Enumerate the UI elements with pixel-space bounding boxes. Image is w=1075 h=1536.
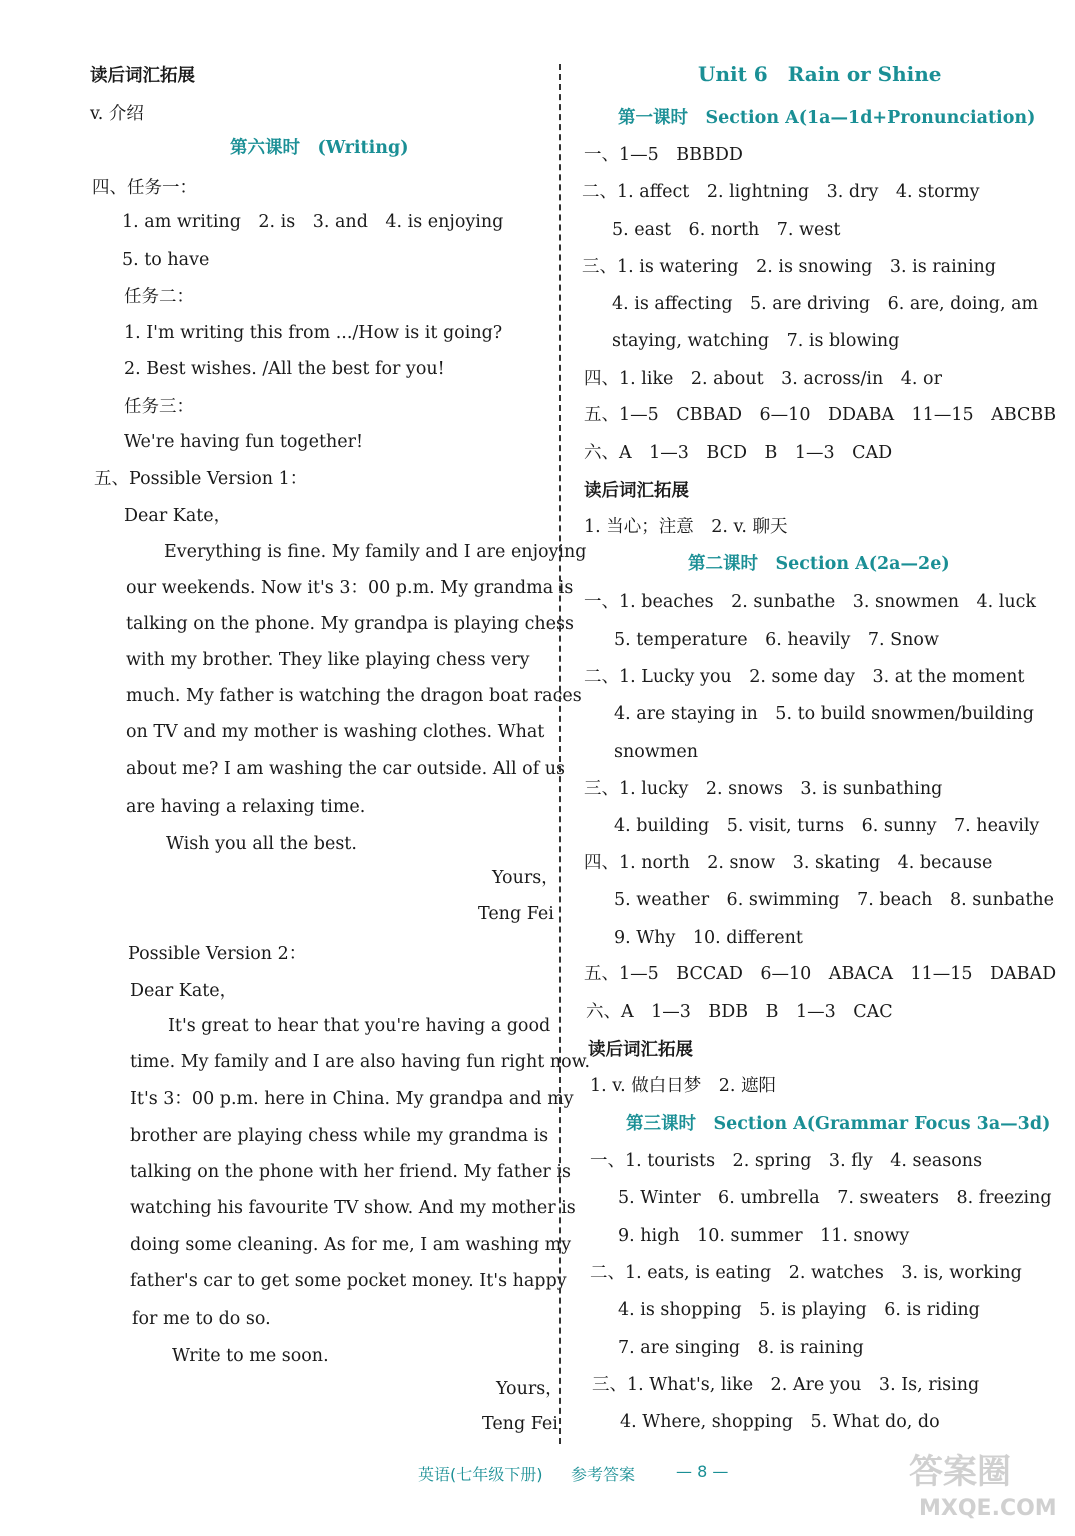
watermark-logo xyxy=(901,1443,1061,1528)
vocab-heading: 读后词汇拓展 xyxy=(588,1040,693,1060)
answer-line: 4. is shopping 5. is playing 6. is riding xyxy=(618,1300,980,1320)
v2-line: watching his favourite TV show. And my mother is xyxy=(130,1198,576,1218)
answer-line: 一、1. beaches 2. sunbathe 3. snowmen 4. luck xyxy=(584,592,1037,612)
vocab-line: 1. 当心；注意 2. v. 聊天 xyxy=(584,517,788,537)
v1-line: our weekends. Now it's 3：00 p.m. My grandma is xyxy=(126,578,574,598)
v1-line: much. My father is watching the dragon boat races xyxy=(126,686,582,706)
answer-line: 4. Where, shopping 5. What do, do xyxy=(620,1412,940,1432)
svg-text:答案圈: 答案圈 xyxy=(909,1452,1011,1492)
vocab-line: 1. v. 做白日梦 2. 遮阳 xyxy=(590,1076,776,1096)
lesson1-title: 第一课时 Section A(1a—1d+Pronunciation) xyxy=(618,108,1036,128)
v1-line: about me? I am washing the car outside. All of us xyxy=(126,759,566,779)
v2-line: doing some cleaning. As for me, I am washing my xyxy=(130,1235,572,1255)
v1-line: with my brother. They like playing chess very xyxy=(126,650,530,670)
answer-line: 三、1. lucky 2. snows 3. is sunbathing xyxy=(584,779,943,799)
answer-line: 二、1. eats, is eating 2. watches 3. is, working xyxy=(590,1263,1022,1283)
lesson3-title: 第三课时 Section A(Grammar Focus 3a—3d) xyxy=(626,1114,1051,1134)
v1-salutation: Dear Kate， xyxy=(124,506,232,526)
answer-line: 五、1—5 BCCAD 6—10 ABACA 11—15 DABAD xyxy=(584,964,1057,984)
v1-line: Everything is fine. My family and I are enjoying xyxy=(164,542,587,562)
answer-line: 4. is affecting 5. are driving 6. are, doing, am xyxy=(612,294,1039,314)
task2-label: 任务二： xyxy=(124,287,194,307)
svg-text:MXQE.COM: MXQE.COM xyxy=(919,1496,1057,1521)
answer-line: 五、1—5 CBBAD 6—10 DDABA 11—15 ABCBB xyxy=(584,405,1057,425)
answer-line: 9. Why 10. different xyxy=(614,928,803,948)
answer-line: 7. are singing 8. is raining xyxy=(618,1338,864,1358)
v2-closing: Write to me soon. xyxy=(172,1346,329,1366)
answer-line: 四、1. like 2. about 3. across/in 4. or xyxy=(584,369,942,389)
v2-line: father's car to get some pocket money. It's happy xyxy=(130,1271,567,1291)
answer-line: 5. temperature 6. heavily 7. Snow xyxy=(614,630,939,650)
task3-label: 任务三： xyxy=(124,397,194,417)
v1-line: on TV and my mother is washing clothes. What xyxy=(126,722,545,742)
v1-closing: Wish you all the best. xyxy=(166,834,357,854)
answer-line: 三、1. What's, like 2. Are you 3. Is, rising xyxy=(592,1375,980,1395)
v1-yours: Yours， xyxy=(492,868,559,888)
answer-line: 六、A 1—3 BCD B 1—3 CAD xyxy=(584,443,893,463)
answer-line: 二、1. affect 2. lightning 3. dry 4. stormy xyxy=(582,182,980,202)
v2-line: It's 3：00 p.m. here in China. My grandpa and my xyxy=(130,1089,574,1109)
vocab-heading: 读后词汇拓展 xyxy=(90,66,195,86)
answer-line: 四、1. north 2. snow 3. skating 4. because xyxy=(584,853,993,873)
answer-line: 4. building 5. visit, turns 6. sunny 7. heavily xyxy=(614,816,1040,836)
v2-line: talking on the phone with her friend. My father is xyxy=(130,1162,571,1182)
answer-line: snowmen xyxy=(614,742,698,762)
task2-line1: 1. I'm writing this from .../How is it going? xyxy=(124,323,503,343)
v1-line: are having a relaxing time. xyxy=(126,797,366,817)
vocab-line: v. 介绍 xyxy=(90,104,144,124)
v2-yours: Yours， xyxy=(496,1379,563,1399)
task1-line1: 1. am writing 2. is 3. and 4. is enjoying xyxy=(122,212,504,232)
task3-line1: We're having fun together! xyxy=(124,432,364,452)
answer-line: 5. east 6. north 7. west xyxy=(612,220,841,240)
answer-line: 一、1—5 BBBDD xyxy=(584,145,743,165)
answer-line: staying, watching 7. is blowing xyxy=(612,331,900,351)
v2-name: Teng Fei xyxy=(482,1414,558,1434)
task2-line2: 2. Best wishes. /All the best for you! xyxy=(124,359,445,379)
answer-line: 三、1. is watering 2. is snowing 3. is raining xyxy=(582,257,997,277)
footer-label: 参考答案 xyxy=(571,1465,636,1484)
lesson6-title: 第六课时 (Writing) xyxy=(230,138,409,158)
part5-label: 五、Possible Version 1： xyxy=(94,469,308,489)
part4-label: 四、任务一： xyxy=(92,178,197,198)
answer-line: 4. are staying in 5. to build snowmen/building xyxy=(614,704,1034,724)
answer-line: 一、1. tourists 2. spring 3. fly 4. seasons xyxy=(590,1151,983,1171)
page-number: — 8 — xyxy=(676,1462,729,1481)
answer-line: 5. Winter 6. umbrella 7. sweaters 8. freezing xyxy=(618,1188,1052,1208)
v1-line: talking on the phone. My grandpa is playing chess xyxy=(126,614,574,634)
v2-line: for me to do so. xyxy=(132,1309,271,1329)
unit-title: Unit 6 Rain or Shine xyxy=(698,62,942,86)
answer-line: 9. high 10. summer 11. snowy xyxy=(618,1226,910,1246)
v2-line: brother are playing chess while my grandma is xyxy=(130,1126,549,1146)
answer-line: 二、1. Lucky you 2. some day 3. at the moment xyxy=(584,667,1025,687)
column-divider xyxy=(559,64,561,1444)
v2-line: It's great to hear that you're having a good xyxy=(168,1016,551,1036)
v2-salutation: Dear Kate， xyxy=(130,981,238,1001)
v1-name: Teng Fei xyxy=(478,904,554,924)
v2-line: time. My family and I are also having fun right now. xyxy=(130,1052,591,1072)
answer-line: 六、A 1—3 BDB B 1—3 CAC xyxy=(586,1002,893,1022)
vocab-heading: 读后词汇拓展 xyxy=(584,481,689,501)
answer-line: 5. weather 6. swimming 7. beach 8. sunbathe xyxy=(614,890,1055,910)
task1-line2: 5. to have xyxy=(122,250,210,270)
lesson2-title: 第二课时 Section A(2a—2e) xyxy=(688,554,950,574)
footer-subject: 英语(七年级下册) xyxy=(418,1465,543,1484)
v2-label: Possible Version 2： xyxy=(128,944,307,964)
